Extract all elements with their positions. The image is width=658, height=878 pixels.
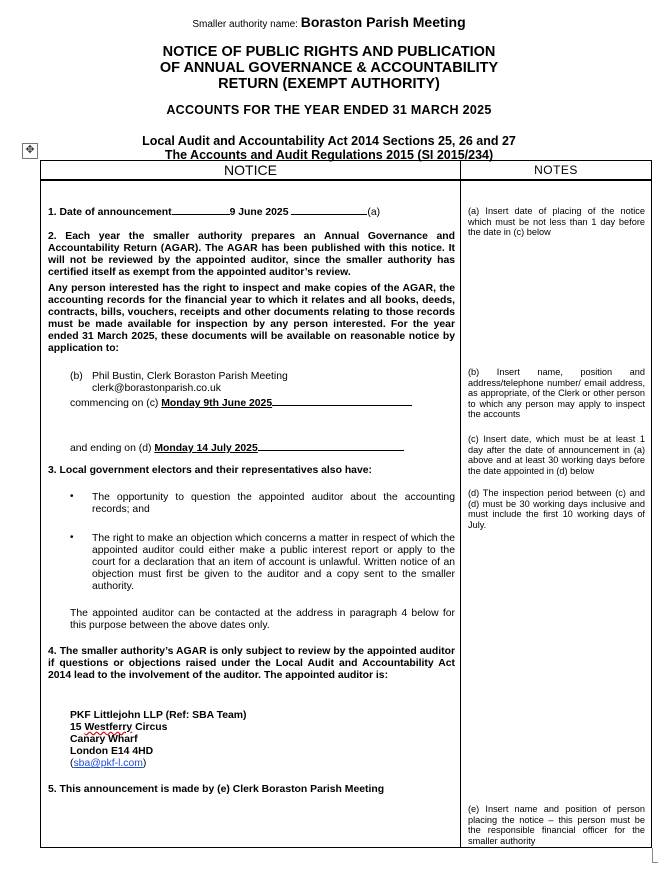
notes-column-header: NOTES [534, 163, 578, 177]
auditor-email-line: (sba@pkf-l.com) [70, 758, 147, 769]
section-3-bullet-1: The opportunity to question the appointed auditor about the accounting records; and [92, 492, 455, 515]
section-3-heading: 3. Local government electors and their representatives also have: [48, 465, 372, 476]
auditor-street-suffix: Circus [135, 722, 168, 733]
s1-date: 9 June 2025 [229, 207, 289, 218]
note-d: (d) The inspection period between (c) and (d) must be 30 working days inclusive and must include the first 10 working days of July. [468, 488, 645, 530]
commencing-label: commencing on (c) [70, 398, 159, 409]
section-2-paragraph-2: Any person interested has the right to inspect and make copies of the AGAR, the accounting records for the financial year to which it relates and all books, deeds, contracts, bills, vouchers, receipts and other documents relating to those records must be made available for inspection by any person interested. For the year ended 31 March 2025, these documents will be available on reasonable notice by application to: [48, 283, 455, 354]
contact-ref: (b) [70, 371, 83, 382]
title-line-1: NOTICE OF PUBLIC RIGHTS AND PUBLICATION [162, 44, 496, 60]
header-divider-double [41, 180, 651, 181]
bullet-dot-2: • [70, 532, 74, 543]
ending-blank [258, 441, 404, 451]
commencing-date: Monday 9th June 2025 [161, 398, 273, 409]
section-4-paragraph: 4. The smaller authority’s AGAR is only subject to review by the appointed auditor if questions or objections raised under the Local Audit and Accountability Act 2014 lead to the involvement of the auditor. The appointed auditor is: [48, 646, 455, 681]
auditor-address [70, 710, 410, 770]
section-3-contact-note: The appointed auditor can be contacted at the address in paragraph 4 below for this purpose between the above dates only. [70, 608, 455, 631]
title-line-2: OF ANNUAL GOVERNANCE & ACCOUNTABILITY [159, 60, 499, 76]
ending-label: and ending on (d) [70, 443, 152, 454]
column-divider [460, 161, 461, 847]
legislation-reference [60, 134, 598, 162]
auditor-postcode: London E14 4HD [70, 746, 154, 757]
s1-ref: (a) [367, 207, 381, 218]
section-3-bullet-2: The right to make an objection which concerns a matter in respect of which the appointed auditor could either make a public interest report or apply to the court for a declaration that an item of account is unlawful. Written notice of an objection must first be given to the auditor and a copy sent to the smaller authority. [92, 533, 455, 592]
notice-column-header: NOTICE [224, 162, 277, 178]
auditor-street [70, 722, 410, 734]
authority-name-line [0, 14, 658, 30]
section-2-paragraph-1: 2. Each year the smaller authority prepares an Annual Governance and Accountability Return (AGAR). The AGAR has been published with this notice. It will not be reviewed by the appointed auditor, since the smaller authority has certified itself as exempt from the appointed auditor’s review. [48, 231, 455, 278]
authority-name: Boraston Parish Meeting [300, 14, 466, 30]
act-line-2: The Accounts and Audit Regulations 2015 (SI 2015/234) [164, 148, 494, 162]
note-c: (c) Insert date, which must be at least 1 day after the date of announcement in (a) above and at least 30 working days before the date appointed in (d) below [468, 434, 645, 476]
authority-label: Smaller authority name: [192, 19, 298, 30]
contact-name: Phil Bustin, Clerk Boraston Parish Meeting [92, 371, 288, 382]
ending-date: Monday 14 July 2025 [154, 443, 258, 454]
auditor-name: PKF Littlejohn LLP (Ref: SBA Team) [70, 710, 247, 721]
accounts-year-line: ACCOUNTS FOR THE YEAR ENDED 31 MARCH 2025 [166, 103, 492, 117]
section-1-date [48, 205, 453, 219]
page-corner-mark [652, 848, 658, 863]
title-line-3: RETURN (EXEMPT AUTHORITY) [218, 76, 440, 92]
commencing-line [70, 396, 450, 410]
note-a: (a) Insert date of placing of the notice which must be not less than 1 day before the date in (c) below [468, 206, 645, 237]
note-b: (b) Insert name, position and address/telephone number/ email address, as appropriate, of the Clerk or other person to which any person may apply to inspect the accounts [468, 367, 645, 419]
auditor-email-link[interactable]: sba@pkf-l.com [73, 758, 143, 769]
section-5-announcer: 5. This announcement is made by (e) Clerk Boraston Parish Meeting [48, 784, 385, 795]
auditor-street-name: Westferry [84, 722, 133, 733]
bullet-dot-1: • [70, 491, 74, 502]
contact-email: clerk@borastonparish.co.uk [92, 383, 221, 394]
table-move-handle-icon[interactable]: ✥ [22, 143, 38, 159]
auditor-area: Canary Wharf [70, 734, 138, 745]
ending-line [70, 441, 450, 455]
note-e: (e) Insert name and position of person placing the notice – this person must be the responsible financial officer for the smaller authority [468, 804, 645, 846]
s1-blank-left [172, 205, 230, 215]
s1-label: 1. Date of announcement [48, 207, 172, 218]
act-line-1: Local Audit and Accountability Act 2014 Sections 25, 26 and 27 [142, 134, 516, 148]
commencing-blank [272, 396, 412, 406]
s1-blank-right [291, 205, 367, 215]
auditor-street-number: 15 [70, 722, 82, 733]
page-title [60, 44, 598, 92]
